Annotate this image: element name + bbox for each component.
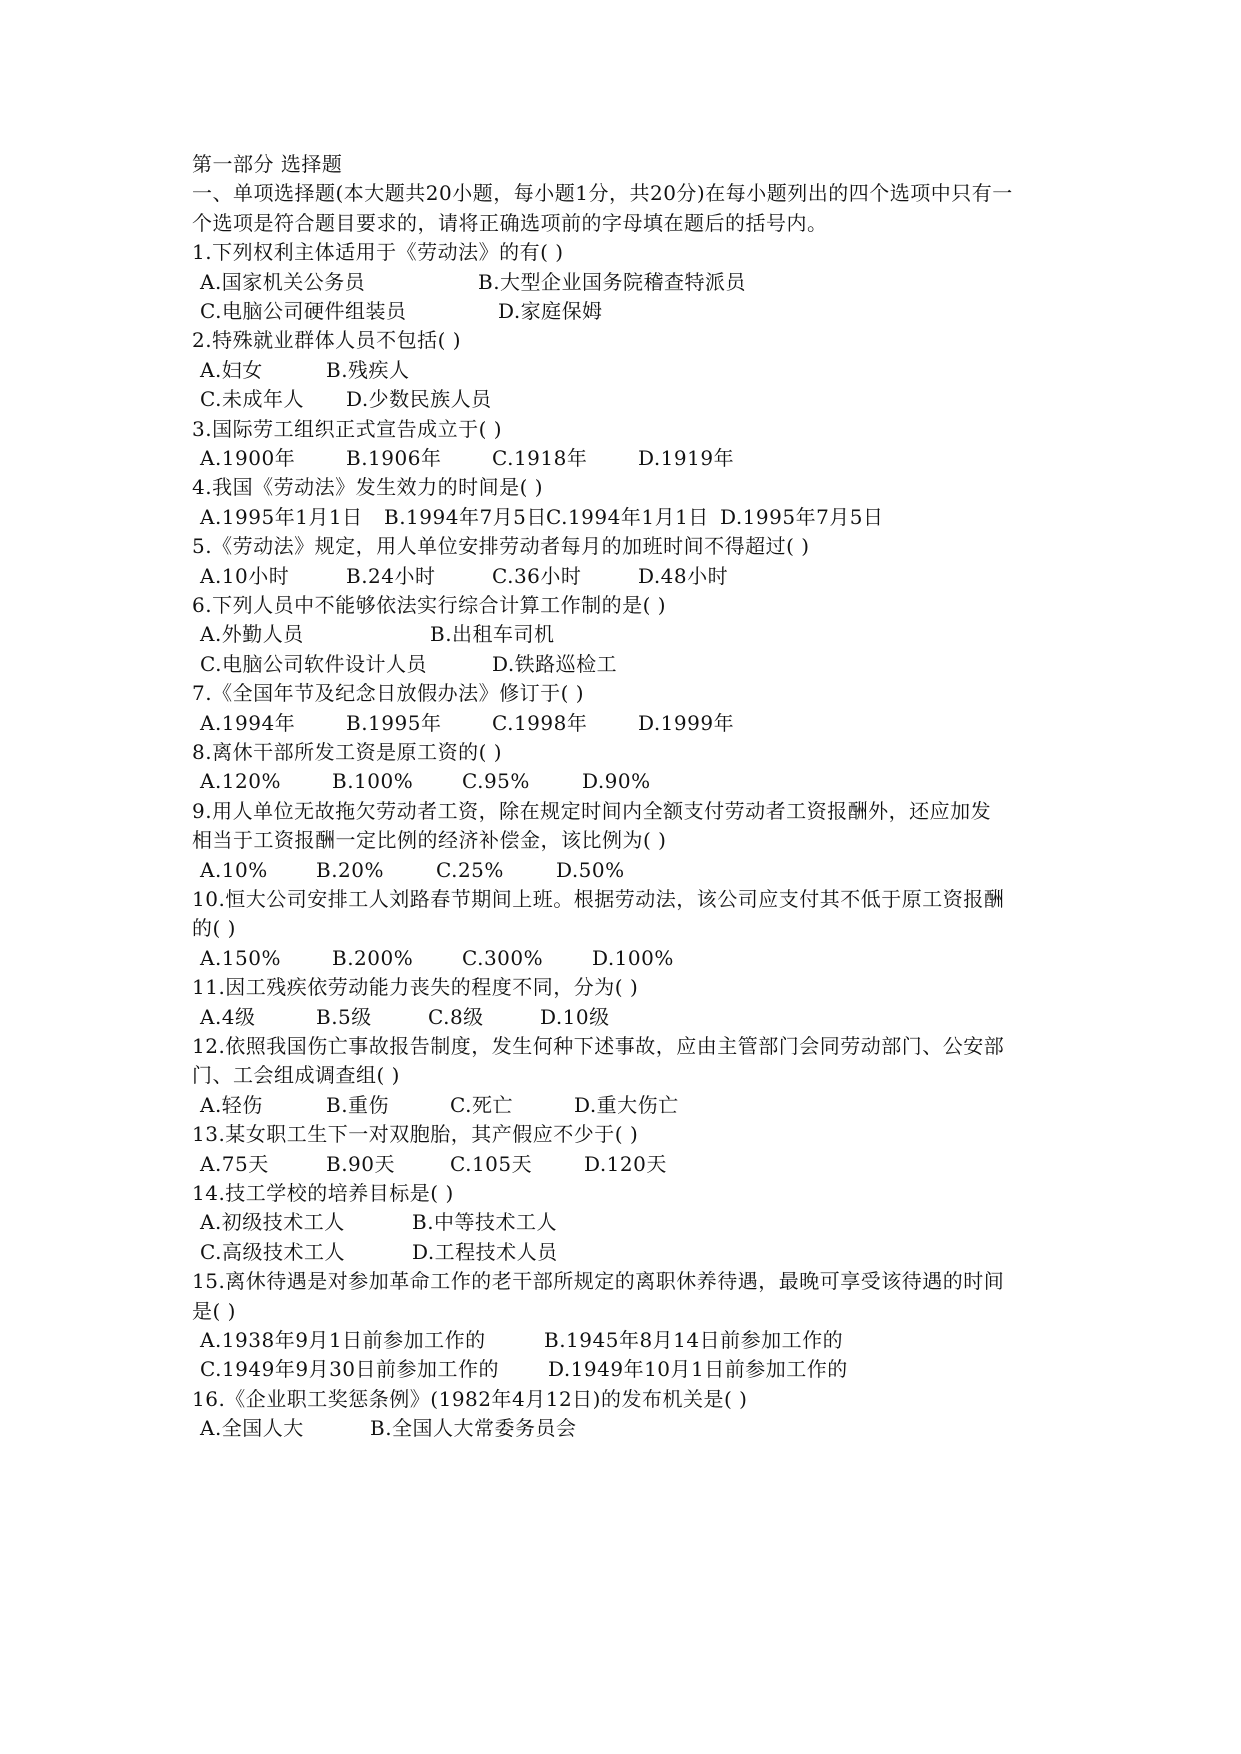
question-9-stem-line-1: 9.用人单位无故拖欠劳动者工资，除在规定时间内全额支付劳动者工资报酬外，还应加发 xyxy=(192,799,992,823)
question-5-stem-line-1: 5.《劳动法》规定，用人单位安排劳动者每月的加班时间不得超过( ) xyxy=(192,534,810,558)
question-9-option-C: C.25% xyxy=(436,858,504,882)
question-4-option-B: B.1994年7月5日 xyxy=(384,505,547,529)
question-12-option-C: C.死亡 xyxy=(450,1093,513,1117)
question-16-option-A: A.全国人大 xyxy=(200,1416,304,1440)
question-10-option-D: D.100% xyxy=(592,946,674,970)
question-10-stem-line-2: 的( ) xyxy=(192,916,236,940)
question-1-option-C: C.电脑公司硬件组装员 xyxy=(200,299,407,323)
question-10-option-B: B.200% xyxy=(332,946,414,970)
question-9-option-B: B.20% xyxy=(316,858,385,882)
question-10-option-A: A.150% xyxy=(200,946,281,970)
question-12-option-D: D.重大伤亡 xyxy=(574,1093,679,1117)
question-14-options-row-1 xyxy=(192,1206,1072,1238)
question-2-option-A: A.妇女 xyxy=(200,358,263,382)
question-11-option-C: C.8级 xyxy=(428,1005,484,1029)
question-1-options-row-1 xyxy=(192,266,1072,298)
question-4-stem-line-1: 4.我国《劳动法》发生效力的时间是( ) xyxy=(192,475,544,499)
question-10-option-C: C.300% xyxy=(462,946,544,970)
question-15-option-B: B.1945年8月14日前参加工作的 xyxy=(544,1328,844,1352)
question-7-option-D: D.1999年 xyxy=(638,711,735,735)
question-9-options-row-1 xyxy=(192,854,1072,886)
question-14-option-B: B.中等技术工人 xyxy=(412,1210,558,1234)
question-11-stem-line-1: 11.因工残疾依劳动能力丧失的程度不同，分为( ) xyxy=(192,975,639,999)
section-instructions-line-2: 个选项是符合题目要求的，请将正确选项前的字母填在题后的括号内。 xyxy=(192,211,828,235)
question-1-option-D: D.家庭保姆 xyxy=(498,299,603,323)
question-6-stem-line-1: 6.下列人员中不能够依法实行综合计算工作制的是( ) xyxy=(192,593,667,617)
question-8-options-row-1 xyxy=(192,765,1072,797)
question-2-option-D: D.少数民族人员 xyxy=(346,387,492,411)
question-14-option-A: A.初级技术工人 xyxy=(200,1210,345,1234)
question-2-options-row-2 xyxy=(192,383,1072,415)
question-10-stem-line-1: 10.恒大公司安排工人刘路春节期间上班。根据劳动法，该公司应支付其不低于原工资报酬 xyxy=(192,887,1005,911)
section-instructions-line-1: 一、单项选择题(本大题共20小题，每小题1分，共20分)在每小题列出的四个选项中只有一 xyxy=(192,181,1013,205)
question-14-option-C: C.高级技术工人 xyxy=(200,1240,345,1264)
question-13-option-B: B.90天 xyxy=(326,1152,396,1176)
question-6-option-A: A.外勤人员 xyxy=(200,622,304,646)
question-4-option-C: C.1994年1月1日 xyxy=(546,505,709,529)
question-9-option-A: A.10% xyxy=(200,858,268,882)
question-1-options-row-2 xyxy=(192,295,1072,327)
question-15-options-row-2 xyxy=(192,1353,1072,1385)
question-13-options-row-1 xyxy=(192,1148,1072,1180)
question-3-option-C: C.1918年 xyxy=(492,446,588,470)
question-7-options-row-1 xyxy=(192,707,1072,739)
question-7-option-A: A.1994年 xyxy=(200,711,296,735)
question-1-option-A: A.国家机关公务员 xyxy=(200,270,366,294)
question-1-option-B: B.大型企业国务院稽查特派员 xyxy=(478,270,747,294)
question-5-options-row-1 xyxy=(192,560,1072,592)
question-8-option-B: B.100% xyxy=(332,769,414,793)
question-6-option-C: C.电脑公司软件设计人员 xyxy=(200,652,427,676)
question-9-option-D: D.50% xyxy=(556,858,625,882)
question-2-option-B: B.残疾人 xyxy=(326,358,410,382)
question-12-option-B: B.重伤 xyxy=(326,1093,390,1117)
question-16-options-row-1 xyxy=(192,1412,1072,1444)
question-5-option-D: D.48小时 xyxy=(638,564,729,588)
question-6-options-row-2 xyxy=(192,648,1072,680)
question-15-options-row-1 xyxy=(192,1324,1072,1356)
question-8-option-D: D.90% xyxy=(582,769,651,793)
question-10-options-row-1 xyxy=(192,942,1072,974)
question-8-stem-line-1: 8.离休干部所发工资是原工资的( ) xyxy=(192,740,503,764)
question-14-option-D: D.工程技术人员 xyxy=(412,1240,558,1264)
question-3-option-D: D.1919年 xyxy=(638,446,735,470)
question-13-option-D: D.120天 xyxy=(584,1152,667,1176)
question-3-options-row-1 xyxy=(192,442,1072,474)
question-12-options-row-1 xyxy=(192,1089,1072,1121)
question-2-option-C: C.未成年人 xyxy=(200,387,304,411)
question-3-stem-line-1: 3.国际劳工组织正式宣告成立于( ) xyxy=(192,417,503,441)
question-12-option-A: A.轻伤 xyxy=(200,1093,263,1117)
question-6-options-row-1 xyxy=(192,618,1072,650)
question-14-stem-line-1: 14.技工学校的培养目标是( ) xyxy=(192,1181,454,1205)
question-6-option-D: D.铁路巡检工 xyxy=(492,652,618,676)
question-5-option-C: C.36小时 xyxy=(492,564,582,588)
question-3-option-A: A.1900年 xyxy=(200,446,296,470)
question-8-option-C: C.95% xyxy=(462,769,530,793)
question-5-option-A: A.10小时 xyxy=(200,564,290,588)
question-3-option-B: B.1906年 xyxy=(346,446,442,470)
question-16-stem-line-1: 16.《企业职工奖惩条例》(1982年4月12日)的发布机关是( ) xyxy=(192,1387,748,1411)
question-6-option-B: B.出租车司机 xyxy=(430,622,555,646)
question-1-stem-line-1: 1.下列权利主体适用于《劳动法》的有( ) xyxy=(192,240,564,264)
question-2-stem-line-1: 2.特殊就业群体人员不包括( ) xyxy=(192,328,462,352)
question-14-options-row-2 xyxy=(192,1236,1072,1268)
question-4-options-row-1 xyxy=(192,501,1072,533)
question-4-option-A: A.1995年1月1日 xyxy=(200,505,363,529)
question-15-option-A: A.1938年9月1日前参加工作的 xyxy=(200,1328,486,1352)
part-title: 第一部分 选择题 xyxy=(192,152,343,176)
question-7-option-C: C.1998年 xyxy=(492,711,588,735)
question-9-stem-line-2: 相当于工资报酬一定比例的经济补偿金，该比例为( ) xyxy=(192,828,667,852)
question-5-option-B: B.24小时 xyxy=(346,564,436,588)
question-13-option-C: C.105天 xyxy=(450,1152,533,1176)
question-15-stem-line-1: 15.离休待遇是对参加革命工作的老干部所规定的离职休养待遇，最晚可享受该待遇的时间 xyxy=(192,1269,1005,1293)
question-4-option-D: D.1995年7月5日 xyxy=(720,505,884,529)
question-11-options-row-1 xyxy=(192,1001,1072,1033)
question-11-option-A: A.4级 xyxy=(200,1005,256,1029)
question-2-options-row-1 xyxy=(192,354,1072,386)
question-15-option-D: D.1949年10月1日前参加工作的 xyxy=(548,1357,848,1381)
question-13-option-A: A.75天 xyxy=(200,1152,269,1176)
question-7-stem-line-1: 7.《全国年节及纪念日放假办法》修订于( ) xyxy=(192,681,585,705)
question-11-option-D: D.10级 xyxy=(540,1005,610,1029)
question-12-stem-line-1: 12.依照我国伤亡事故报告制度，发生何种下述事故，应由主管部门会同劳动部门、公安部 xyxy=(192,1034,1005,1058)
question-15-option-C: C.1949年9月30日前参加工作的 xyxy=(200,1357,500,1381)
question-16-option-B: B.全国人大常委务员会 xyxy=(370,1416,577,1440)
question-13-stem-line-1: 13.某女职工生下一对双胞胎，其产假应不少于( ) xyxy=(192,1122,639,1146)
question-12-stem-line-2: 门、工会组成调查组( ) xyxy=(192,1063,400,1087)
question-8-option-A: A.120% xyxy=(200,769,281,793)
question-11-option-B: B.5级 xyxy=(316,1005,372,1029)
question-15-stem-line-2: 是( ) xyxy=(192,1299,236,1323)
question-7-option-B: B.1995年 xyxy=(346,711,442,735)
